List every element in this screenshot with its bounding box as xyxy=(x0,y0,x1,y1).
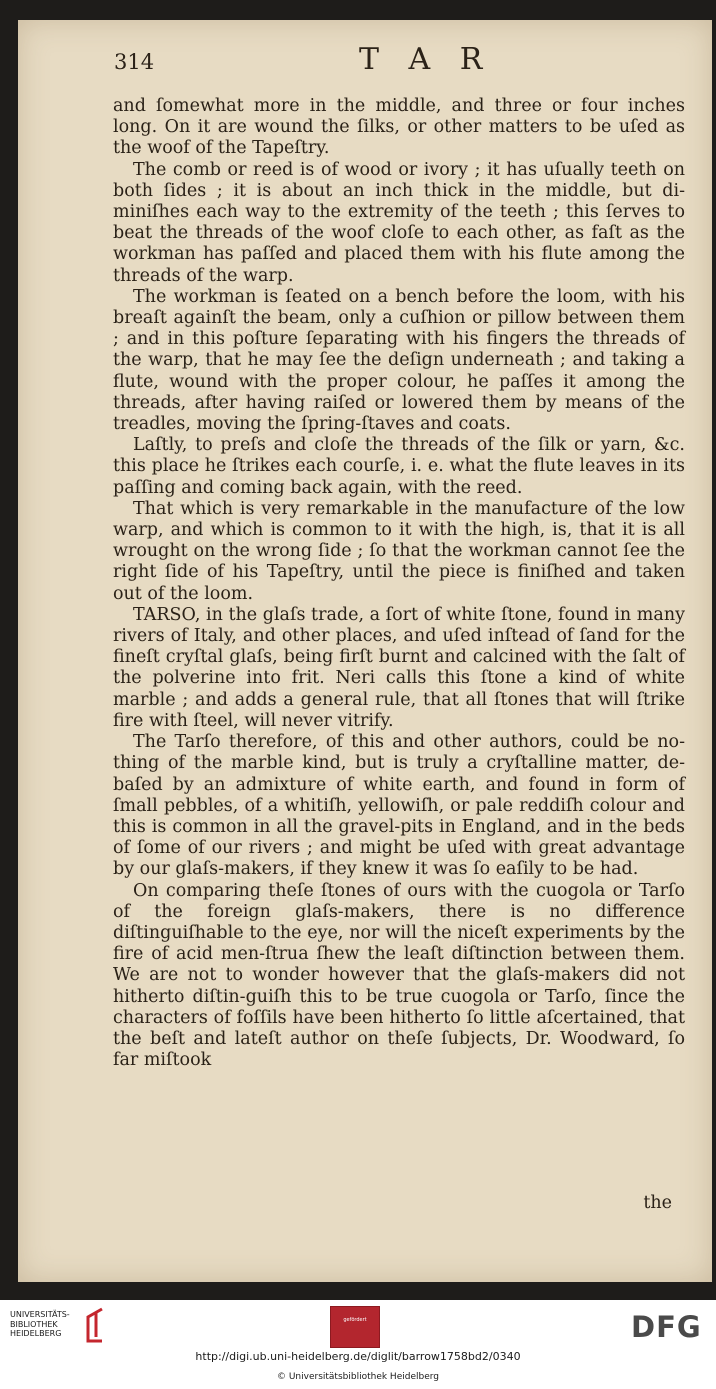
dfg-logo[interactable]: DFG xyxy=(631,1310,702,1344)
paragraph: The comb or reed is of wood or ivory ; it has uſually teeth on both ſides ; it is about an inch thick in the middle, but di-miniſhes each way to the extremity of the teeth ; this ſerves to beat the threads of the woof cloſe to each other, as faſt as the workman has paſſed and placed them with his flute among the threads of the warp. xyxy=(113,159,685,286)
page-header xyxy=(114,42,694,82)
viewer-footer xyxy=(0,1300,716,1389)
university-library-logo[interactable] xyxy=(10,1305,110,1349)
paragraph: Laſtly, to preſs and cloſe the threads of the ſilk or yarn, &c. this place he ſtrikes each courſe, i. e. what the flute leaves in its paſſing and coming back again, with the reed. xyxy=(113,435,685,498)
paragraph: TARSO, in the glaſs trade, a ſort of white ſtone, found in many rivers of Italy, and other places, and uſed inſtead of ſand for the fineſt cryſtal glaſs, being firſt burnt and calcined with the ſalt of the polverine into frit. Neri calls this ſtone a kind of white marble ; and adds a general rule, that all ſtones that will ſtrike fire with ſteel, will never vitrify. xyxy=(113,604,685,731)
permalink-url[interactable]: http://digi.ub.uni-heidelberg.de/diglit/barrow1758bd2/0340 xyxy=(195,1350,521,1363)
running-head: T A R xyxy=(359,42,493,77)
library-name: UNIVERSITÄTS- BIBLIOTHEK HEIDELBERG xyxy=(10,1310,70,1338)
seal-label: gefördert xyxy=(343,1317,367,1323)
paragraph: The Tarſo therefore, of this and other authors, could be no-thing of the marble kind, but is truly a cryſtalline matter, de-baſed by an admixture of white earth, and found in form of ſmall pebbles, of a whitiſh, yellowiſh, or pale reddiſh colour and this is common in all the gravel-pits in England, and in the beds of ſome of our rivers ; and might be uſed with great advantage by our glaſs-makers, if they knew it was ſo eaſily to be had. xyxy=(113,732,685,880)
library-emblem-icon xyxy=(80,1307,108,1345)
catchword: the xyxy=(643,1193,672,1213)
body-text xyxy=(113,96,685,1071)
copyright-notice: © Universitätsbibliothek Heidelberg xyxy=(276,1372,439,1382)
paragraph: That which is very remarkable in the manufacture of the low warp, and which is common to it with the high, is, that it is all wrought on the wrong ſide ; ſo that the workman cannot ſee the right ſide of his Tapeſtry, until the piece is finiſhed and taken out of the loom. xyxy=(113,498,685,604)
paragraph: and ſomewhat more in the middle, and three or four inches long. On it are wound the ſilks, or other matters to be uſed as the woof of the Tapeſtry. xyxy=(113,96,685,159)
paragraph: On comparing theſe ſtones of ours with the cuogola or Tarſo of the foreign glaſs-makers, there is no difference diſtinguiſhable to the eye, nor will the niceſt experiments by the fire of acid men-ſtrua ſhew the leaſt diſtinction between them. We are not to wonder however that the glaſs-makers did not hitherto diſtin-guiſh this to be true cuogola or Tarſo, ſince the characters of foſſils have been hitherto ſo little aſcertained, that the beſt and lateſt author on theſe ſubjects, Dr. Woodward, ſo far miſtook xyxy=(113,880,685,1071)
page-number: 314 xyxy=(114,50,155,74)
funding-seal xyxy=(330,1306,380,1348)
paragraph: The workman is ſeated on a bench before the loom, with his breaſt againſt the beam, only a cuſhion or pillow between them ; and in this poſture ſeparating with his fingers the threads of the warp, that he may ſee the deſign underneath ; and taking a flute, wound with the proper colour, he paſſes it among the threads, after having raiſed or lowered them by means of the treadles, moving the ſpring-ſtaves and coats. xyxy=(113,286,685,435)
